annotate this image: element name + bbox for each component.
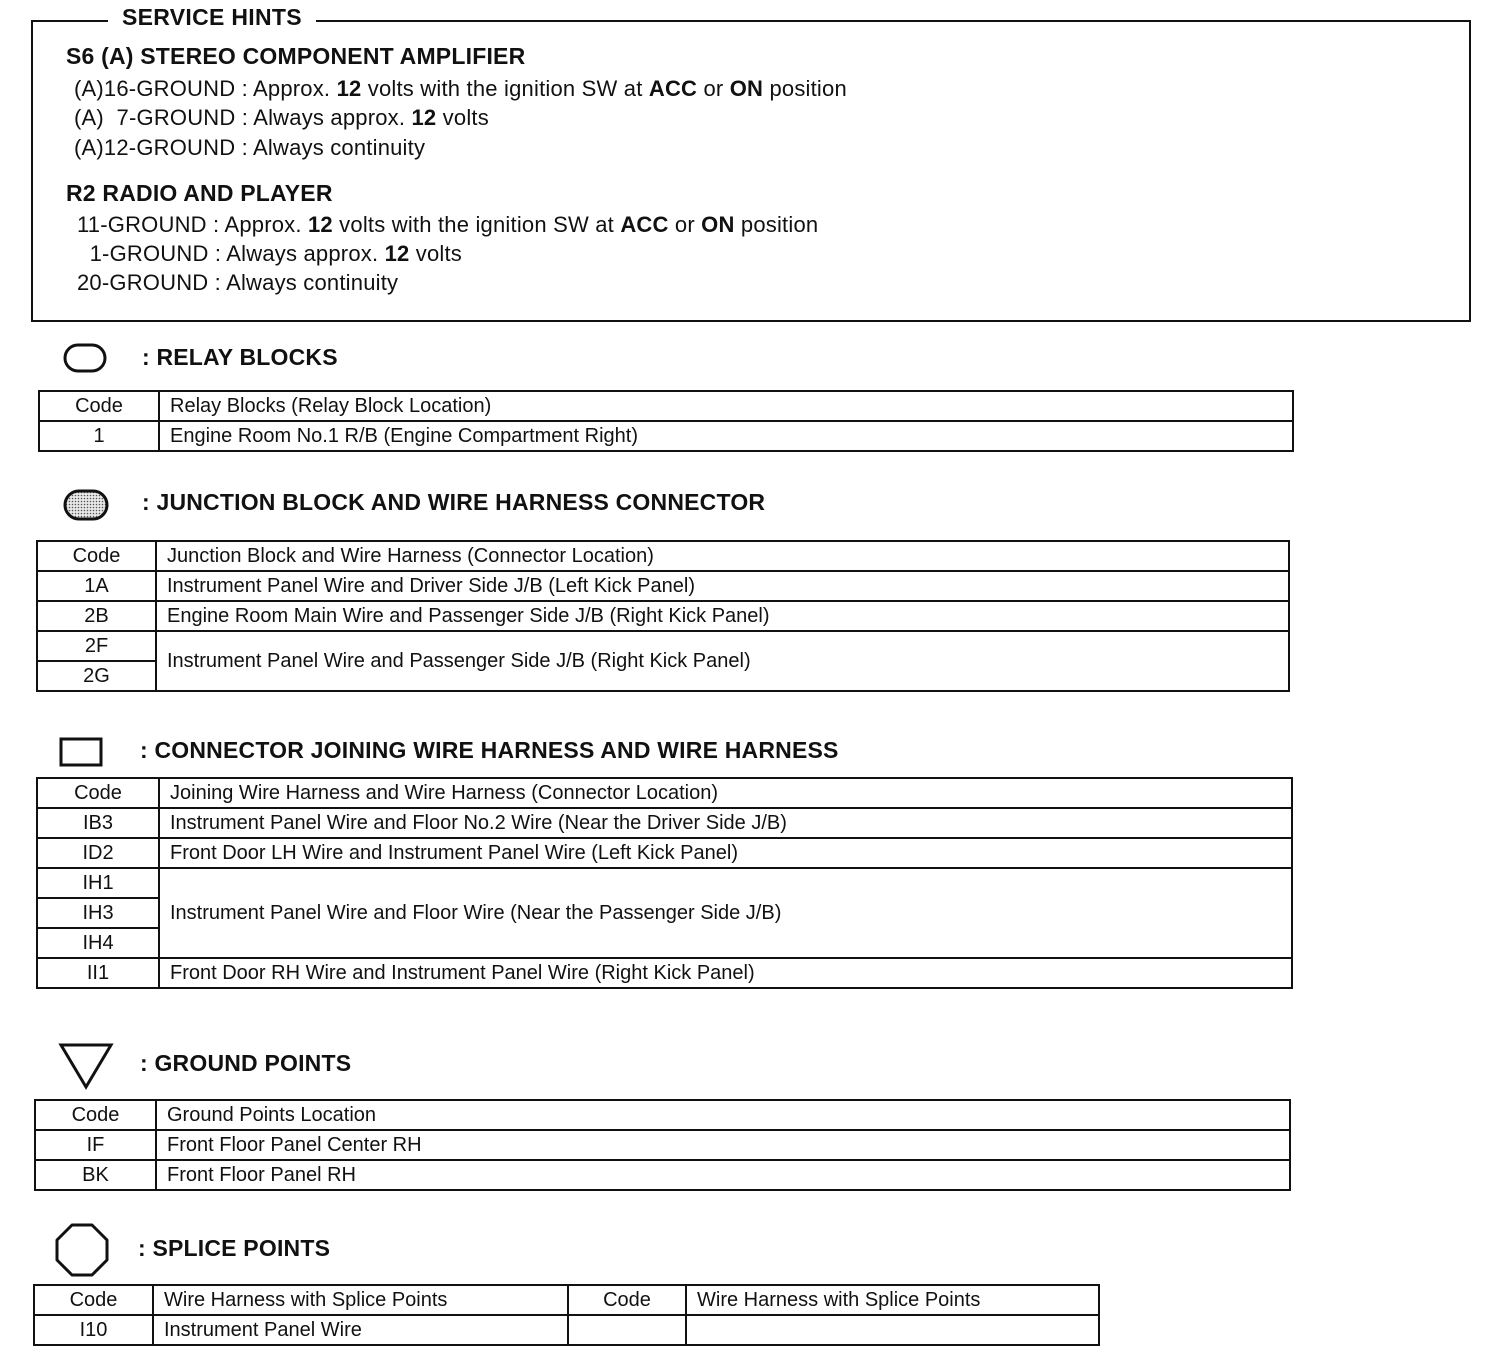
row-code: II1 bbox=[37, 958, 159, 988]
relay-blocks-table bbox=[38, 390, 1294, 452]
row-code: IF bbox=[35, 1130, 156, 1160]
table-row bbox=[34, 1315, 1099, 1345]
header-desc: Joining Wire Harness and Wire Harness (Connector Location) bbox=[159, 778, 1292, 808]
row-desc: Front Door LH Wire and Instrument Panel Wire (Left Kick Panel) bbox=[159, 838, 1292, 868]
table-row bbox=[37, 571, 1289, 601]
row-code: 1 bbox=[39, 421, 159, 451]
row-desc bbox=[686, 1315, 1099, 1345]
row-code: I10 bbox=[34, 1315, 153, 1345]
row-code: IH3 bbox=[37, 898, 159, 928]
table-header-row bbox=[35, 1100, 1290, 1130]
row-code: BK bbox=[35, 1160, 156, 1190]
header-code: Code bbox=[37, 778, 159, 808]
header-desc: Relay Blocks (Relay Block Location) bbox=[159, 391, 1293, 421]
table-row bbox=[35, 1160, 1290, 1190]
component-title-s6: S6 (A) STEREO COMPONENT AMPLIFIER bbox=[66, 43, 526, 69]
header-desc: Wire Harness with Splice Points bbox=[153, 1285, 568, 1315]
splice-points-table bbox=[33, 1284, 1100, 1346]
table-row bbox=[37, 631, 1289, 661]
table-row bbox=[35, 1130, 1290, 1160]
ground-point-icon bbox=[56, 1040, 116, 1092]
row-code: IH1 bbox=[37, 868, 159, 898]
header-code: Code bbox=[568, 1285, 686, 1315]
row-desc: Instrument Panel Wire and Driver Side J/B (Left Kick Panel) bbox=[156, 571, 1289, 601]
table-header-row bbox=[37, 778, 1292, 808]
hint-line-r2-1: 1-GROUND : Always approx. 12 volts bbox=[77, 241, 463, 266]
row-desc: Engine Room Main Wire and Passenger Side J/B (Right Kick Panel) bbox=[156, 601, 1289, 631]
header-desc: Wire Harness with Splice Points bbox=[686, 1285, 1099, 1315]
row-code: 2F bbox=[37, 631, 156, 661]
table-row bbox=[37, 958, 1292, 988]
row-desc: Instrument Panel Wire and Passenger Side J/B (Right Kick Panel) bbox=[156, 631, 1289, 691]
row-desc: Instrument Panel Wire and Floor No.2 Wire (Near the Driver Side J/B) bbox=[159, 808, 1292, 838]
row-code bbox=[568, 1315, 686, 1345]
table-row bbox=[37, 808, 1292, 838]
connectors-title: : CONNECTOR JOINING WIRE HARNESS AND WIRE HARNESS bbox=[140, 737, 839, 763]
ground-points-title: : GROUND POINTS bbox=[140, 1050, 352, 1076]
table-row bbox=[39, 421, 1293, 451]
hint-line-s6-12: (A)12-GROUND : Always continuity bbox=[74, 135, 426, 160]
row-code: 1A bbox=[37, 571, 156, 601]
connectors-table bbox=[36, 777, 1293, 989]
table-row bbox=[37, 838, 1292, 868]
junction-blocks-table bbox=[36, 540, 1290, 692]
table-row bbox=[37, 868, 1292, 898]
hint-line-r2-20: 20-GROUND : Always continuity bbox=[77, 270, 399, 295]
relay-block-icon bbox=[62, 342, 110, 376]
junction-blocks-title: : JUNCTION BLOCK AND WIRE HARNESS CONNECTOR bbox=[142, 489, 766, 515]
header-code: Code bbox=[37, 541, 156, 571]
header-code: Code bbox=[39, 391, 159, 421]
header-desc: Ground Points Location bbox=[156, 1100, 1290, 1130]
header-desc: Junction Block and Wire Harness (Connector Location) bbox=[156, 541, 1289, 571]
header-code: Code bbox=[34, 1285, 153, 1315]
row-code: 2G bbox=[37, 661, 156, 691]
table-header-row bbox=[37, 541, 1289, 571]
service-hints-title: SERVICE HINTS bbox=[108, 4, 316, 31]
table-row bbox=[37, 601, 1289, 631]
table-header-row bbox=[39, 391, 1293, 421]
row-desc: Instrument Panel Wire and Floor Wire (Near the Passenger Side J/B) bbox=[159, 868, 1292, 958]
hint-line-r2-11: 11-GROUND : Approx. 12 volts with the ignition SW at ACC or ON position bbox=[77, 212, 819, 237]
splice-points-title: : SPLICE POINTS bbox=[138, 1235, 331, 1261]
row-code: IH4 bbox=[37, 928, 159, 958]
row-code: ID2 bbox=[37, 838, 159, 868]
row-desc: Instrument Panel Wire bbox=[153, 1315, 568, 1345]
row-desc: Front Floor Panel Center RH bbox=[156, 1130, 1290, 1160]
connector-icon bbox=[58, 735, 106, 769]
table-header-row bbox=[34, 1285, 1099, 1315]
hint-line-s6-16: (A)16-GROUND : Approx. 12 volts with the ignition SW at ACC or ON position bbox=[74, 76, 847, 101]
row-desc: Engine Room No.1 R/B (Engine Compartment Right) bbox=[159, 421, 1293, 451]
row-code: 2B bbox=[37, 601, 156, 631]
splice-point-icon bbox=[54, 1222, 110, 1278]
component-title-r2: R2 RADIO AND PLAYER bbox=[66, 180, 333, 206]
row-code: IB3 bbox=[37, 808, 159, 838]
hint-line-s6-7: (A) 7-GROUND : Always approx. 12 volts bbox=[74, 105, 489, 130]
row-desc: Front Floor Panel RH bbox=[156, 1160, 1290, 1190]
ground-points-table bbox=[34, 1099, 1291, 1191]
junction-block-icon bbox=[62, 488, 110, 524]
row-desc: Front Door RH Wire and Instrument Panel Wire (Right Kick Panel) bbox=[159, 958, 1292, 988]
relay-blocks-title: : RELAY BLOCKS bbox=[142, 344, 338, 370]
header-code: Code bbox=[35, 1100, 156, 1130]
